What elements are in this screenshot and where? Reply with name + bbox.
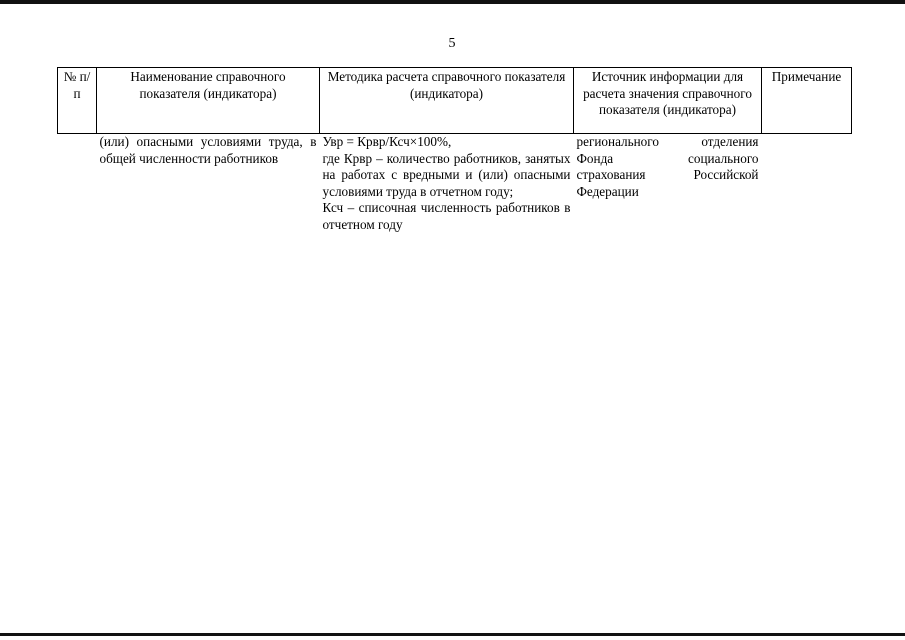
- method-formula: Увр = Крвр/Ксч×100%,: [322, 134, 452, 149]
- cell-information-source: регионального отделения Фонда социального страхования Российской Федерации: [576, 134, 759, 199]
- header-number: № п/п: [58, 68, 97, 134]
- page-bottom-edge: [0, 633, 905, 636]
- header-information-source: Источник информации для расчета значения справочного показателя (индикатора): [574, 68, 762, 134]
- page-top-edge: [0, 0, 905, 4]
- cell-note: [762, 134, 852, 234]
- header-indicator-name: Наименование справочного показателя (индикатора): [97, 68, 320, 134]
- header-calculation-method: Методика расчета справочного показателя (индикатора): [320, 68, 574, 134]
- cell-number: [58, 134, 97, 234]
- method-definition-krvr: где Крвр – количество работников, занятых на работах с вредными и (или) опасными условиями труда в отчетном году;: [322, 150, 571, 199]
- page-number: 5: [448, 36, 456, 51]
- table-header-row: [58, 68, 852, 134]
- cell-calculation-method: [320, 134, 574, 234]
- cell-indicator-name: (или) опасными условиями труда, в общей численности работников: [99, 134, 317, 166]
- table-header: [58, 68, 852, 134]
- method-definition-ksch: Ксч – списочная численность работников в отчетном году: [322, 200, 571, 232]
- indicator-table: [57, 67, 852, 234]
- table-body: [58, 134, 852, 234]
- header-note: Примечание: [762, 68, 852, 134]
- table-row: [58, 134, 852, 234]
